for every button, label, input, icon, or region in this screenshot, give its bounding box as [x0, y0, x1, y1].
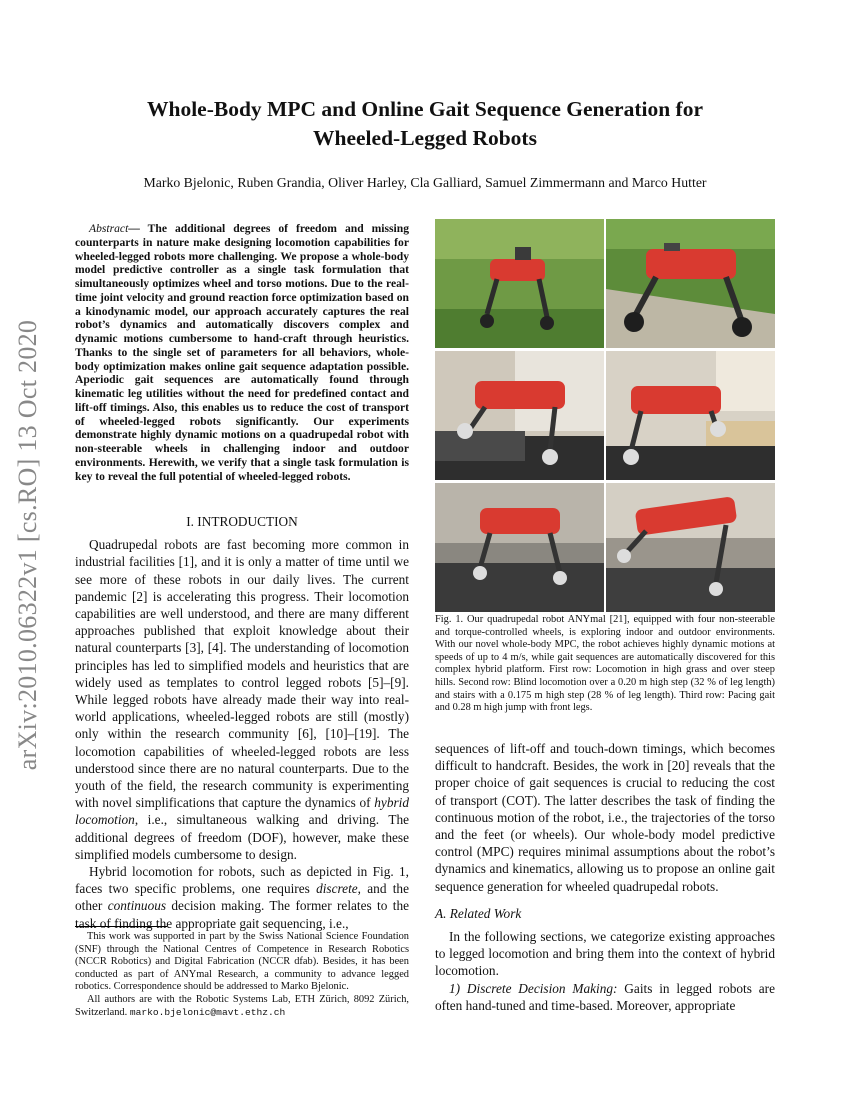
arxiv-stamp: arXiv:2010.06322v1 [cs.RO] 13 Oct 2020: [13, 319, 42, 771]
abstract-text: — The additional degrees of freedom and missing counterparts in nature make designing locomotion capabilities for wheeled-legged robots more challenging. We propose a whole-body model predictive controller as a single task formulation that simultaneously optimizes wheel and torso motions. Due to the real-time joint velocity and ground reaction force optimization based on a kinodynamic model, our approach accurately captures the real robot’s dynamics and automatically discovers complex and dynamic motions cumbersome to hand-craft through heuristics. Thanks to the single set of parameters for all behaviors, whole-body optimization makes online gait sequence adaptation possible. Aperiodic gait sequences are automatically found through kinematic leg utilities without the need for predefined contact and lift-off timings. Also, this enables us to reduce the cost of transport of wheeled-legged robots significantly. Our experiments demonstrate highly dynamic motions on a quadrupedal robot with non-steerable wheels in challenging indoor and outdoor environments. Herewith, we verify that a single task formulation is key to reveal the full potential of wheeled-legged robots.: [75, 222, 409, 483]
subsection-heading: A. Related Work: [435, 905, 522, 921]
paper-title: [60, 95, 790, 153]
footnote-email: marko.bjelonic@mavt.ethz.ch: [129, 1006, 286, 1018]
figure-panel-indoor-step: [435, 351, 604, 480]
figure-1: [435, 219, 775, 612]
discrete-decision-paragraph: 1) Discrete Decision Making: Gaits in legged robots are often hand-tuned and time-based. Moreover, appropriate: [435, 980, 775, 1013]
figure-caption: Fig. 1. Our quadrupedal robot ANYmal [21], equipped with four non-steerable and torque-controlled wheels, is exploring indoor and outdoor environments. With our novel whole-body MPC, the robot achieves highly dynamic motions at speeds of up to 4 m/s, while gait sequences are automatically discovered for this complex hybrid platform. First row: Locomotion in high grass and over steep hills. Second row: Blind locomotion over a 0.20 m high step (32 % of leg length) and stairs with a 0.175 m high step (28 % of leg length). Third row: Pacing gait and 0.28 m high jump with front legs.: [435, 614, 775, 714]
footnote-funding: This work was supported in part by the Swiss National Science Foundation (SNF) through the National Centres of Competence in Research Robotics (NCCR Robotics) and Digital Fabrication (NCCR dfab). Besides, it has been conducted as part of ANYmal Research, a community to advance legged robotics. Correspondence should be addressed to Marko Bjelonic.: [75, 931, 409, 993]
arxiv-sidebar: [6, 295, 50, 795]
introduction: [75, 513, 409, 932]
right-column-text: [435, 740, 775, 1014]
intro-paragraph-1: Quadrupedal robots are fast becoming more common in industrial facilities [1], and it is only a matter of time until we see more of these robots in our daily lives. The current pandemic [2] is accelerating this progress. Their locomotion capabilities are well understood, and there are many different approaches published that exploit knowledge about their natural counterparts [3], [4]. The understanding of locomotion principles has led to simplified models and heuristics that are widely used as templates to control legged robots [5]–[9]. While legged robots have already made their way into real-world applications, wheeled-legged robots are still (mostly) only within the research community [6], [10]–[19]. The locomotion capabilities of wheeled-legged robots are less understood since there are no natural counterparts. Due to the youth of the field, the research community is experimenting with novel simplifications that capture the dynamics of hybrid locomotion, i.e., simultaneous walking and driving. The additional degrees of freedom (DOF), however, make these simplified models cumbersome to design.: [75, 537, 409, 862]
figure-panel-indoor-stairs: [606, 351, 775, 480]
footnotes: [75, 926, 409, 1019]
footnote-affiliation: All authors are with the Robotic Systems Lab, ETH Zürich, 8092 Zürich, Switzerland. marko.bjelonic@mavt.ethz.ch: [75, 993, 409, 1018]
abstract-label: Abstract: [89, 222, 129, 235]
related-work-paragraph: In the following sections, we categorize existing approaches to legged locomotion and bring them into the context of hybrid locomotion.: [435, 929, 775, 979]
continued-paragraph: sequences of lift-off and touch-down timings, which becomes difficult to handcraft. Besides, the work in [20] reveals that the proper choice of gait sequences is crucial to reducing the cost of transport (COT). The latter describes the task of finding the continuous motion of the robot, i.e., the trajectories of the torso and the feet (or wheels). Our whole-body model predictive control (MPC) requires minimal assumptions about the robot’s dynamics and kinematics, allowing us to propose an online gait sequence generation for wheeled quadrupedal robots.: [435, 741, 775, 894]
intro-paragraph-2: Hybrid locomotion for robots, such as depicted in Fig. 1, faces two specific problems, one requires discrete, and the other continuous decision making. The former relates to the task of finding the appropriate gait sequencing, i.e.,: [75, 864, 409, 931]
abstract: [75, 222, 409, 483]
title-line-1: Whole-Body MPC and Online Gait Sequence Generation for: [146, 97, 703, 121]
title-line-2: Wheeled-Legged Robots: [313, 126, 537, 150]
figure-panel-front-jump: [606, 483, 775, 612]
figure-panel-grass-hill: [606, 219, 775, 348]
figure-panel-grass-field: [435, 219, 604, 348]
subsubsection-heading: 1) Discrete Decision Making:: [449, 980, 618, 996]
figure-panel-pacing-gait: [435, 483, 604, 612]
author-list: Marko Bjelonic, Ruben Grandia, Oliver Harley, Cla Galliard, Samuel Zimmermann and Marco Hutter: [143, 175, 707, 190]
section-heading: I. INTRODUCTION: [186, 514, 298, 529]
footnote-rule: [75, 926, 167, 927]
